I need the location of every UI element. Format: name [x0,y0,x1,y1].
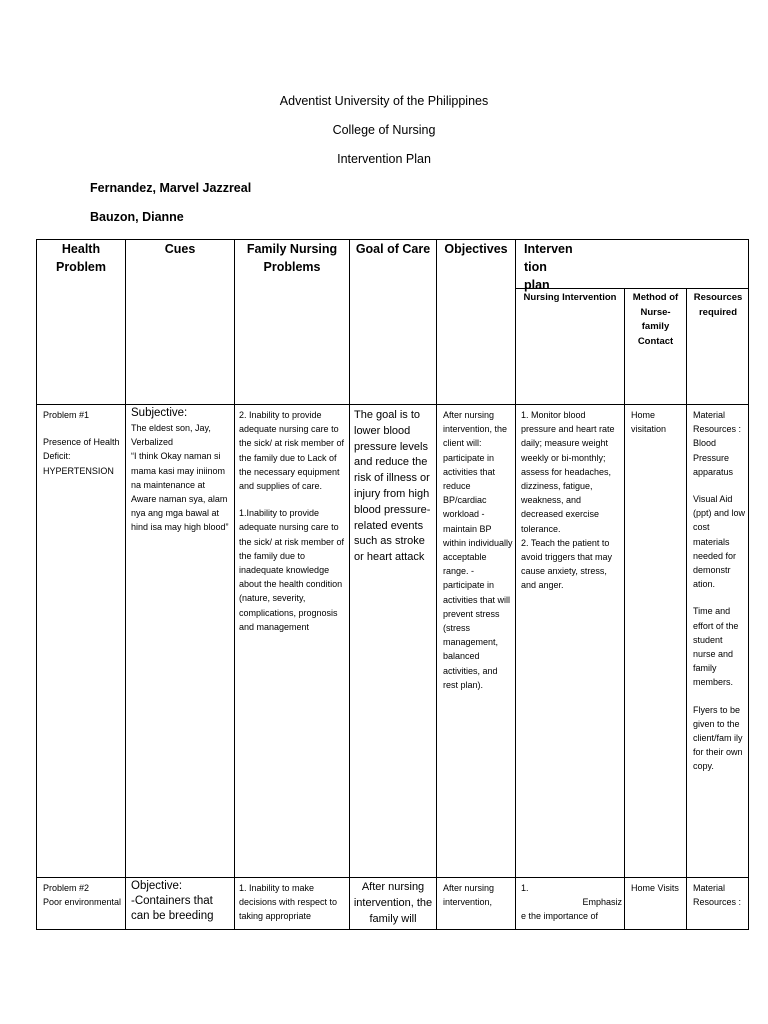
row1-family-problem-1: 2. Inability to provide adequate nursing care to the sick/ at risk member of the family due to Lack of the necessary equipment and supplies of care. [239,410,345,492]
row1-resource-2: Visual Aid (ppt) and low cost materials needed for demonstr ation. [693,494,746,590]
row-divider [36,877,749,878]
row2-intervention-word: Emphasiz [582,897,622,908]
row1-resource-1: Material Resources : Blood Pressure apparatus [693,410,742,477]
row1-nursing-intervention [521,408,622,593]
row1-family-nursing-problems [239,408,345,634]
row1-goal-of-care: The goal is to lower blood pressure levels and reduce the risk of illness or injury from high blood pressure-related events such as stroke or heart attack [354,409,431,564]
row2-cues [131,879,232,924]
row1-resources-required [693,408,747,774]
column-header-resources-required: Resources required [693,292,743,318]
row2-method-of-contact: Home Visits [631,883,679,893]
column-header-method-of-contact: Method of Nurse-family Contact [632,292,679,347]
row2-family-nursing-problems: 1. Inability to make decisions with respect to taking appropriate [239,883,338,922]
row1-objectives: After nursing intervention, the client will: participate in activities that reduce BP/cardiac workload - maintain BP within individually acceptable range. -participate in activities that will prevent stress (stress management, balanced activities, and rest plan). [443,410,513,690]
row1-cues-text: The eldest son, Jay, Verbalized [131,423,211,448]
row2-cues-label: Objective: [131,880,183,892]
column-header-cues: Cues [164,242,196,256]
university-name: Adventist University of the Philippines [279,94,489,108]
row2-resources-required: Material Resources : [693,883,742,908]
row1-family-problem-2: 1.Inability to provide adequate nursing care to the sick/ at risk member of the family due to inadequate knowledge about the health condition (nature, severity, complications, prognosis and management [239,508,345,632]
column-header-family-nursing-problems: Family Nursing Problems [246,242,338,274]
column-header-nursing-intervention: Nursing Intervention [523,292,617,303]
author-2: Bauzon, Dianne [90,210,184,224]
row1-cues-label: Subjective: [131,407,188,419]
row2-problem-label: Problem #2 [43,883,90,893]
row1-problem-label: Problem #1 [43,410,90,420]
table-border-right [748,239,749,930]
row1-health-problem [43,408,123,478]
row2-problem-detail: Poor environmental [43,897,122,908]
row2-goal-of-care: After nursing intervention, the family will [353,881,433,925]
column-header-goal-of-care: Goal of Care [355,242,431,256]
row2-nursing-intervention [521,881,622,924]
row2-health-problem [43,881,123,909]
row2-intervention-rest: e the importance of [521,911,599,922]
row1-cues-quote: “I think Okay naman si mama kasi may iniinom na maintenance at Aware naman sya, alam nya ang mga bawal at hind isa may high blood” [131,451,229,533]
table-border-bottom [36,929,749,930]
column-divider [686,288,687,930]
row2-cues-text: -Containers that can be breeding [131,895,214,922]
column-divider [125,239,126,930]
row2-intervention-number: 1. [521,883,529,893]
header-row-divider [36,404,749,405]
column-divider [349,239,350,930]
row2-objectives: After nursing intervention, [443,883,495,908]
column-divider [234,239,235,930]
column-divider [436,239,437,930]
column-divider [515,239,516,930]
row1-problem-detail: Presence of Health Deficit: HYPERTENSION [43,437,120,476]
row1-intervention-2: 2. Teach the patient to avoid triggers that may cause anxiety, stress, and anger. [521,537,613,591]
college-name: College of Nursing [332,123,436,137]
column-header-health-problem: Health Problem [55,242,106,274]
table-border-left [36,239,37,930]
intervention-plan-table [36,239,749,930]
row1-resource-3: Time and effort of the student nurse and family members. [693,606,739,688]
column-divider [624,288,625,930]
row1-cues [131,406,232,535]
row1-resource-4: Flyers to be given to the client/fam ily for their own copy. [693,704,743,772]
row1-intervention-1: 1. Monitor blood pressure and heart rate daily; measure weight weekly or bi-monthly; assess for headaches, dizziness, fatigue, weakness, and decreased exercise tolerance. [521,410,615,534]
column-header-intervention-plan: Interven tion plan [524,242,573,292]
row1-method-of-contact: Home visitation [631,410,667,435]
document-title: Intervention Plan [337,152,431,166]
author-1: Fernandez, Marvel Jazzreal [90,181,252,195]
column-header-objectives: Objectives [444,242,508,256]
